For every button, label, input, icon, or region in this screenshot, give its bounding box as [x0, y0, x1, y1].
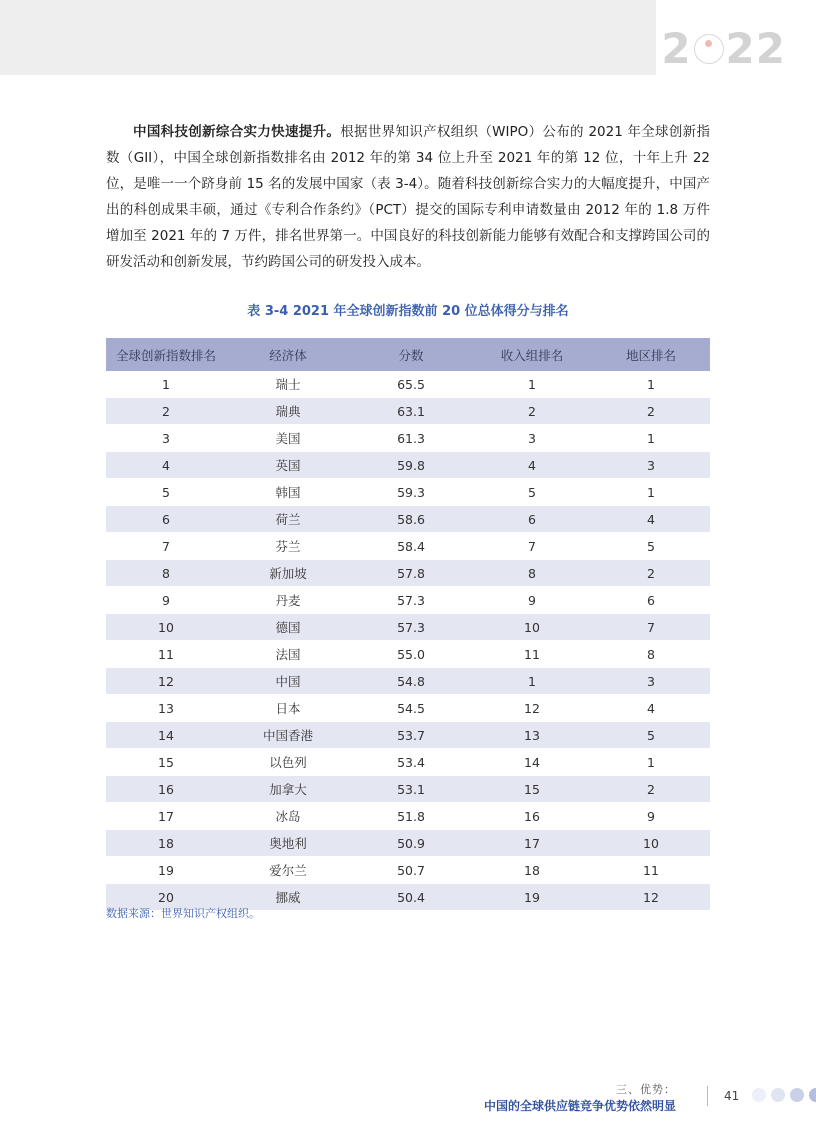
table-cell: 1 — [592, 425, 710, 452]
table-cell: 2 — [592, 398, 710, 425]
table-cell: 59.3 — [350, 479, 472, 506]
table-cell: 加拿大 — [226, 776, 350, 803]
table-cell: 1 — [592, 371, 710, 398]
table-cell: 50.9 — [350, 830, 472, 857]
table-cell: 18 — [106, 830, 226, 857]
table-cell: 12 — [592, 884, 710, 911]
table-cell: 17 — [106, 803, 226, 830]
footer-section-label: 三、优势： — [616, 1083, 676, 1096]
table-cell: 6 — [472, 506, 592, 533]
table-cell: 57.8 — [350, 560, 472, 587]
table-row — [106, 452, 710, 479]
table-cell: 8 — [106, 560, 226, 587]
table-row — [106, 533, 710, 560]
footer-dot — [771, 1088, 785, 1102]
page-number: 41 — [724, 1089, 740, 1103]
table-cell: 53.4 — [350, 749, 472, 776]
table-cell: 5 — [592, 533, 710, 560]
table-cell: 17 — [472, 830, 592, 857]
table-cell: 法国 — [226, 641, 350, 668]
table-cell: 德国 — [226, 614, 350, 641]
table-cell: 58.6 — [350, 506, 472, 533]
footer-chapter-title: 中国的全球供应链竞争优势依然明显 — [483, 1099, 676, 1113]
table-row — [106, 857, 710, 884]
table-cell: 13 — [106, 695, 226, 722]
table-cell: 59.8 — [350, 452, 472, 479]
gii-ranking-table — [106, 338, 710, 911]
table-cell: 新加坡 — [226, 560, 350, 587]
table-cell: 1 — [592, 749, 710, 776]
table-row — [106, 776, 710, 803]
table-cell: 1 — [592, 479, 710, 506]
table-row — [106, 749, 710, 776]
table-row — [106, 830, 710, 857]
table-cell: 16 — [472, 803, 592, 830]
table-cell: 10 — [472, 614, 592, 641]
paragraph-lead: 中国科技创新综合实力快速提升。 — [133, 124, 341, 140]
table-cell: 11 — [472, 641, 592, 668]
footer-dot — [790, 1088, 804, 1102]
table-row — [106, 398, 710, 425]
table-cell: 瑞典 — [226, 398, 350, 425]
table-cell: 瑞士 — [226, 371, 350, 398]
year-logo — [661, 24, 786, 73]
table-cell: 19 — [472, 884, 592, 911]
body-paragraph — [106, 119, 710, 275]
table-cell: 荷兰 — [226, 506, 350, 533]
table-caption: 表 3-4 2021 年全球创新指数前 20 位总体得分与排名 — [247, 304, 569, 319]
table-cell: 7 — [106, 533, 226, 560]
table-cell: 以色列 — [226, 749, 350, 776]
column-header: 分数 — [350, 338, 472, 371]
table-row — [106, 587, 710, 614]
table-header-row — [106, 338, 710, 371]
table-cell: 3 — [106, 425, 226, 452]
table-cell: 54.8 — [350, 668, 472, 695]
table-cell: 2 — [592, 560, 710, 587]
table-cell: 12 — [472, 695, 592, 722]
table-cell: 57.3 — [350, 587, 472, 614]
table-cell: 20 — [106, 884, 226, 911]
table-cell: 中国香港 — [226, 722, 350, 749]
table-cell: 53.7 — [350, 722, 472, 749]
table-body — [106, 371, 710, 911]
table-cell: 1 — [106, 371, 226, 398]
footer-dot — [752, 1088, 766, 1102]
table-cell: 11 — [592, 857, 710, 884]
table-cell: 6 — [592, 587, 710, 614]
table-cell: 53.1 — [350, 776, 472, 803]
table-row — [106, 506, 710, 533]
table-row — [106, 425, 710, 452]
table-row — [106, 560, 710, 587]
table-cell: 54.5 — [350, 695, 472, 722]
table-cell: 14 — [106, 722, 226, 749]
year-digit-left: 2 — [661, 24, 692, 73]
table-cell: 爱尔兰 — [226, 857, 350, 884]
table-cell: 4 — [592, 506, 710, 533]
table-cell: 12 — [106, 668, 226, 695]
table-cell: 10 — [592, 830, 710, 857]
table-row — [106, 641, 710, 668]
footer-divider — [707, 1086, 708, 1106]
table-cell: 7 — [592, 614, 710, 641]
year-digits-right: 22 — [725, 24, 786, 73]
table-cell: 9 — [592, 803, 710, 830]
table-cell: 58.4 — [350, 533, 472, 560]
table-cell: 6 — [106, 506, 226, 533]
table-cell: 7 — [472, 533, 592, 560]
table-cell: 4 — [592, 695, 710, 722]
table-row — [106, 695, 710, 722]
table-cell: 2 — [592, 776, 710, 803]
table-cell: 51.8 — [350, 803, 472, 830]
footer-dot — [809, 1088, 816, 1102]
table-cell: 50.7 — [350, 857, 472, 884]
table-row — [106, 371, 710, 398]
table-cell: 63.1 — [350, 398, 472, 425]
table-cell: 2 — [106, 398, 226, 425]
table-cell: 5 — [106, 479, 226, 506]
table-cell: 9 — [106, 587, 226, 614]
table-cell: 10 — [106, 614, 226, 641]
table-cell: 61.3 — [350, 425, 472, 452]
table-cell: 英国 — [226, 452, 350, 479]
table-row — [106, 668, 710, 695]
table-cell: 13 — [472, 722, 592, 749]
table-cell: 57.3 — [350, 614, 472, 641]
table-cell: 5 — [472, 479, 592, 506]
table-cell: 日本 — [226, 695, 350, 722]
table-cell: 2 — [472, 398, 592, 425]
table-cell: 冰岛 — [226, 803, 350, 830]
year-zero-emblem-icon — [694, 34, 724, 64]
table-cell: 8 — [472, 560, 592, 587]
table-row — [106, 479, 710, 506]
table-cell: 1 — [472, 668, 592, 695]
column-header: 收入组排名 — [472, 338, 592, 371]
table-cell: 65.5 — [350, 371, 472, 398]
table-cell: 55.0 — [350, 641, 472, 668]
table-cell: 奥地利 — [226, 830, 350, 857]
table-cell: 15 — [472, 776, 592, 803]
table-cell: 11 — [106, 641, 226, 668]
column-header: 全球创新指数排名 — [106, 338, 226, 371]
column-header: 经济体 — [226, 338, 350, 371]
table-cell: 3 — [472, 425, 592, 452]
table-cell: 16 — [106, 776, 226, 803]
table-source: 数据来源：世界知识产权组织。 — [106, 907, 260, 920]
table-cell: 19 — [106, 857, 226, 884]
table-cell: 15 — [106, 749, 226, 776]
table-cell: 美国 — [226, 425, 350, 452]
table-cell: 5 — [592, 722, 710, 749]
table-cell: 3 — [592, 668, 710, 695]
table-cell: 4 — [472, 452, 592, 479]
table-row — [106, 614, 710, 641]
table-cell: 18 — [472, 857, 592, 884]
table-cell: 丹麦 — [226, 587, 350, 614]
table-cell: 4 — [106, 452, 226, 479]
table-row — [106, 803, 710, 830]
header-band — [0, 0, 656, 75]
table-row — [106, 722, 710, 749]
table-cell: 9 — [472, 587, 592, 614]
table-cell: 14 — [472, 749, 592, 776]
table-cell: 8 — [592, 641, 710, 668]
table-cell: 50.4 — [350, 884, 472, 911]
table-cell: 3 — [592, 452, 710, 479]
table-cell: 芬兰 — [226, 533, 350, 560]
table-cell: 1 — [472, 371, 592, 398]
table-cell: 中国 — [226, 668, 350, 695]
paragraph-body: 根据世界知识产权组织（WIPO）公布的 2021 年全球创新指数（GII），中国全球创新指数排名由 2012 年的第 34 位上升至 2021 年的第 12 位，十年上升 22 位，是唯一一个跻身前 15 名的发展中国家（表 3-4）。随着科技创新综合实力的大幅度提升，中国产出的科创成果丰硕，通过《专利合作条约》（PCT）提交的国际专利申请数量由 2012 年的 1.8 万件增加至 2021 年的 7 万件，排名世界第一。中国良好的科技创新能力能够有效配合和支撑跨国公司的研发活动和创新发展，节约跨国公司的研发投入成本。 — [106, 124, 710, 270]
table-cell: 挪威 — [226, 884, 350, 911]
table-cell: 韩国 — [226, 479, 350, 506]
column-header: 地区排名 — [592, 338, 710, 371]
